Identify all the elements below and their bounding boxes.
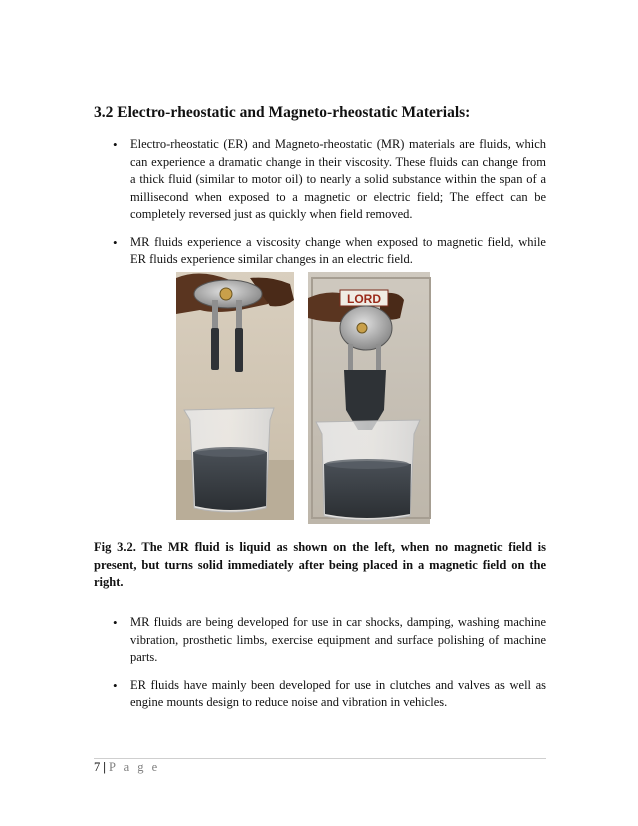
page-number: 7 (94, 760, 101, 774)
bullet-item: • ER fluids have mainly been developed for use in clutches and valves as well as engine mounts design to reduce noise and vibration in vehicles. (94, 677, 546, 712)
figure-caption: Fig 3.2. The MR fluid is liquid as shown on the left, when no magnetic field is present, but turns solid immediately after being placed in a magnetic field on the right. (94, 540, 546, 589)
footer-separator: | (103, 760, 107, 774)
bullet-list-top (94, 136, 546, 279)
photo-left-liquid (176, 272, 294, 520)
footer-divider (94, 758, 546, 759)
photo-right-solid (308, 272, 430, 524)
bullet-item: • Electro-rheostatic (ER) and Magneto-rheostatic (MR) materials are fluids, which can experience a dramatic change in their viscosity. These fluids can change from a thick fluid (similar to motor oil) to nearly a solid substance within the span of a millisecond when exposed to a magnetic or electric field; The effect can be completely reversed just as quickly when field removed. (94, 136, 546, 224)
page-label: P a g e (109, 760, 160, 774)
bullet-item: • MR fluids are being developed for use in car shocks, damping, washing machine vibration, prosthetic limbs, exercise equipment and surface polishing of machine parts. (94, 614, 546, 667)
bullet-item: • MR fluids experience a viscosity change when exposed to magnetic field, while ER fluids experience similar changes in an electric field. (94, 234, 546, 269)
page-footer (94, 760, 160, 775)
lord-logo-text: LORD (347, 292, 381, 306)
bullet-list-bottom (94, 614, 546, 722)
figure-mr-fluid-photos (0, 270, 638, 530)
section-heading: 3.2 Electro-rheostatic and Magneto-rheostatic Materials: (94, 104, 471, 121)
photo-pair (0, 270, 638, 530)
